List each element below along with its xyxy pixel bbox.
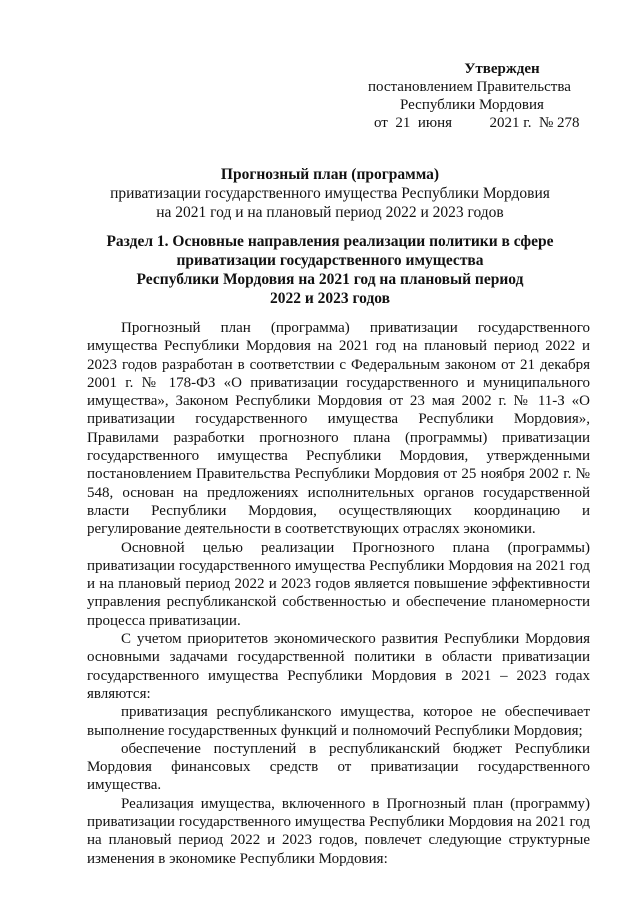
paragraph-3: С учетом приоритетов экономического развития Республики Мордовия основными задачами государственной политики в области приватизации государственного имущества Республики Мордовия в 2021 – 2023 годах являются: (87, 631, 590, 702)
paragraph-6: Реализация имущества, включенного в Прогнозный план (программу) приватизации государственного имущества Республики Мордовия на 2021 год на плановый период 2022 и 2023 годов, повлечет следующие структурные изменения в экономике Республики Мордовия: (87, 795, 590, 867)
section-line-1: Раздел 1. Основные направления реализации политики в сфере (106, 233, 554, 250)
paragraph-5: обеспечение поступлений в республиканский бюджет Республики Мордовия финансовых средств от приватизации государственного имущества. (87, 740, 590, 794)
approval-line-resolution: постановлением Правительства (368, 79, 571, 95)
section-line-3: Республики Мордовия на 2021 год на плановый период (136, 271, 524, 288)
title-line-2: приватизации государственного имущества Республики Мордовия (110, 185, 550, 202)
title-line-3: на 2021 год и на плановый период 2022 и 2023 годов (156, 204, 504, 221)
approval-heading: Утвержден (464, 61, 540, 77)
paragraph-1: Прогнозный план (программа) приватизации государственного имущества Республики Мордовия на 2021 год на плановый период 2022 и 2023 годов разработан в соответствии с Федеральным законом от 21 декабря 2001 г. № 178-ФЗ «О приватизации государственного и муниципального имущества», Законом Республики Мордовия от 23 мая 2002 г. № 11-З «О приватизации государственного имущества Республики Мордовия», Правилами разработки прогнозного плана (программы) приватизации государственного имущества Республики Мордовия, утвержденными постановлением Правительства Республики Мордовия от 25 ноября 2002 г. № 548, основан на предложениях исполнительных органов государственной власти Республики Мордовия, осуществляющих координацию и регулирование деятельности в соответствующих отраслях экономики. (87, 320, 590, 538)
document-title (60, 165, 600, 222)
title-line-1: Прогнозный план (программа) (220, 166, 440, 183)
section-line-4: 2022 и 2023 годов (269, 290, 391, 307)
section-line-2: приватизации государственного имущества (176, 252, 484, 269)
section-heading (60, 232, 600, 308)
paragraph-4: приватизация республиканского имущества, которое не обеспечивает выполнение государственных функций и полномочий Республики Мордовия; (87, 704, 590, 739)
approval-block (360, 60, 610, 132)
paragraph-2: Основной целью реализации Прогнозного плана (программы) приватизации государственного имущества Республики Мордовия на 2021 год и на плановый период 2022 и 2023 годов является повышение эффективности управления республиканской собственностью и обеспечение планомерности процесса приватизации. (87, 539, 590, 629)
approval-line-date-number: от 21 июня 2021 г. № 278 (374, 115, 580, 131)
approval-line-republic: Республики Мордовия (400, 97, 544, 113)
document-body (87, 319, 590, 868)
